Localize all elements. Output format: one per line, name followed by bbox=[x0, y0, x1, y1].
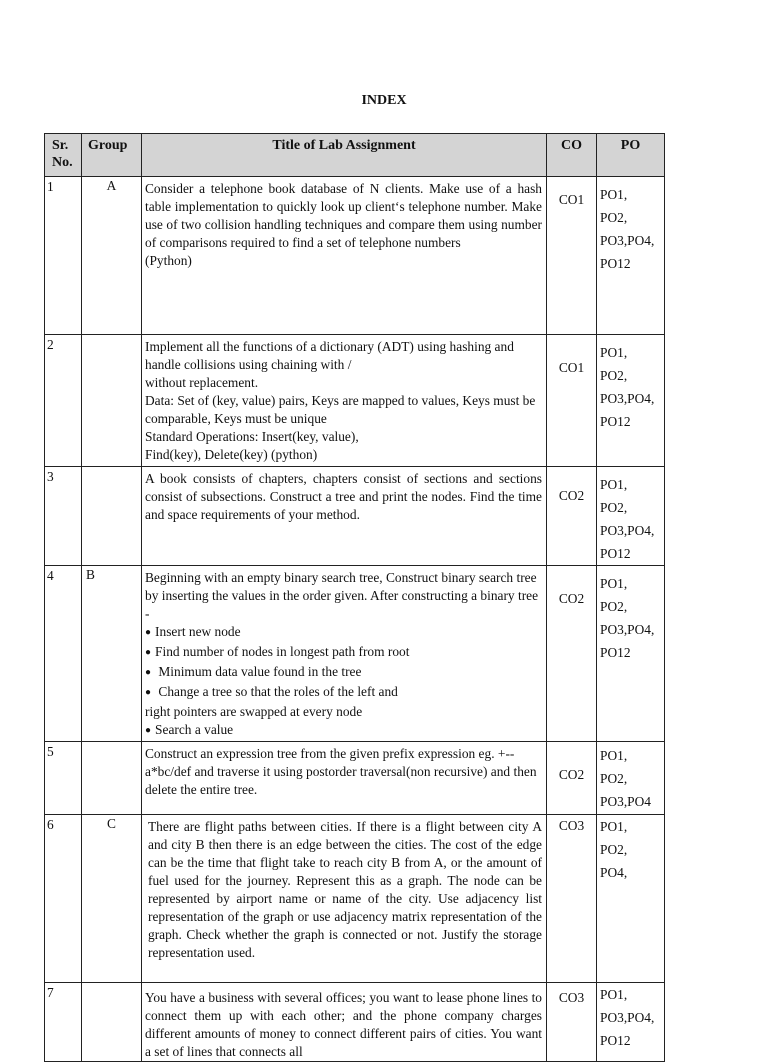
row-group: A bbox=[82, 177, 142, 335]
row-co: CO1 bbox=[547, 177, 597, 335]
table-row bbox=[45, 335, 665, 467]
row-group bbox=[82, 335, 142, 467]
row-sr: 5 bbox=[45, 742, 82, 815]
po-item: PO1, bbox=[600, 987, 628, 1002]
po-item: PO1, bbox=[600, 576, 628, 591]
list-item-continuation: right pointers are swapped at every node bbox=[145, 704, 363, 719]
po-item: PO2, bbox=[600, 368, 628, 383]
header-title: Title of Lab Assignment bbox=[142, 134, 547, 177]
row-co: CO2 bbox=[547, 467, 597, 566]
row-co: CO2 bbox=[547, 742, 597, 815]
header-co: CO bbox=[547, 134, 597, 177]
row-group bbox=[82, 467, 142, 566]
row-sr: 4 bbox=[45, 566, 82, 742]
title-line: Implement all the functions of a dictionary (ADT) using hashing and handle collisions using chaining with / bbox=[145, 339, 514, 372]
row-title bbox=[142, 335, 547, 467]
title-line: Standard Operations: Insert(key, value), bbox=[145, 429, 359, 444]
po-item: PO1, bbox=[600, 477, 628, 492]
po-item: PO3,PO4, bbox=[600, 233, 655, 248]
row-title bbox=[142, 566, 547, 742]
page-title: INDEX bbox=[361, 93, 407, 108]
list-item: ● Change a tree so that the roles of the left and bbox=[145, 683, 542, 703]
title-line: Consider a telephone book database of N clients. Make use of a hash table implementation to quickly look up client‘s telephone number. Make use of two collision handling techniques and compare them using number of comparisons required to find a set of telephone numbers bbox=[145, 181, 542, 250]
row-po bbox=[597, 335, 665, 467]
po-item: PO3,PO4, bbox=[600, 523, 655, 538]
row-po bbox=[597, 815, 665, 983]
title-line: Construct an expression tree from the given prefix expression eg. +-- a*bc/def and traverse it using postorder traversal(non recursive) and then delete the entire tree. bbox=[145, 746, 537, 797]
list-item: ● Minimum data value found in the tree bbox=[145, 663, 542, 683]
row-group: B bbox=[82, 566, 142, 742]
po-item: PO12 bbox=[600, 256, 631, 271]
table-row bbox=[45, 177, 665, 335]
title-line: A book consists of chapters, chapters consist of sections and sections consist of subsections. Construct a tree and print the nodes. Find the time and space requirements of your method. bbox=[145, 471, 542, 522]
po-item: PO2, bbox=[600, 500, 628, 515]
row-co: CO3 bbox=[547, 983, 597, 1062]
title-line: Beginning with an empty binary search tree, Construct binary search tree by inserting the values in the order given. After constructing a binary tree - bbox=[145, 570, 539, 621]
po-item: PO3,PO4 bbox=[600, 794, 651, 809]
bullet-list bbox=[145, 623, 542, 741]
table-row bbox=[45, 742, 665, 815]
row-title bbox=[142, 467, 547, 566]
header-po: PO bbox=[597, 134, 665, 177]
table-header-row bbox=[45, 134, 665, 177]
table-row bbox=[45, 815, 665, 983]
row-sr: 2 bbox=[45, 335, 82, 467]
po-item: PO12 bbox=[600, 1033, 631, 1048]
po-item: PO3,PO4, bbox=[600, 391, 655, 406]
title-line: Data: Set of (key, value) pairs, Keys are mapped to values, Keys must be comparable, Keys must be unique bbox=[145, 393, 536, 426]
title-line: without replacement. bbox=[145, 375, 259, 390]
po-item: PO2, bbox=[600, 210, 628, 225]
po-item: PO2, bbox=[600, 599, 628, 614]
table-row bbox=[45, 566, 665, 742]
row-group bbox=[82, 983, 142, 1062]
row-sr: 7 bbox=[45, 983, 82, 1062]
table-row bbox=[45, 467, 665, 566]
po-item: PO2, bbox=[600, 771, 628, 786]
po-item: PO1, bbox=[600, 345, 628, 360]
po-item: PO3,PO4, bbox=[600, 622, 655, 637]
row-po bbox=[597, 467, 665, 566]
row-group: C bbox=[82, 815, 142, 983]
po-item: PO1, bbox=[600, 748, 628, 763]
row-co: CO1 bbox=[547, 335, 597, 467]
list-item: ● Search a value bbox=[145, 721, 542, 741]
po-item: PO12 bbox=[600, 546, 631, 561]
row-title bbox=[142, 177, 547, 335]
title-line: You have a business with several offices; you want to lease phone lines to connect them up with each other; and the phone company charges different amounts of money to connect different pairs of cities. You want a set of lines that connects all bbox=[145, 990, 542, 1059]
row-sr: 1 bbox=[45, 177, 82, 335]
header-group: Group bbox=[82, 134, 142, 177]
row-po bbox=[597, 983, 665, 1062]
table-row bbox=[45, 983, 665, 1062]
row-sr: 3 bbox=[45, 467, 82, 566]
row-title bbox=[142, 742, 547, 815]
row-group bbox=[82, 742, 142, 815]
po-item: PO12 bbox=[600, 645, 631, 660]
list-item: ● Insert new node bbox=[145, 623, 542, 643]
header-sr-no: Sr. No. bbox=[45, 134, 82, 177]
title-line: (Python) bbox=[145, 253, 192, 268]
row-title bbox=[142, 983, 547, 1062]
list-item: ● Find number of nodes in longest path from root bbox=[145, 643, 542, 663]
title-line: There are flight paths between cities. If there is a flight between city A and city B then there is an edge between the cities. The cost of the edge can be the time that flight take to reach city B from A, or the amount of fuel used for the journey. Represent this as a graph. The node can be represented by airport name or name of the city. Use adjacency list representation of the graph or use adjacency matrix representation of the graph. Check whether the graph is connected or not. Justify the storage representation used. bbox=[148, 819, 542, 960]
row-po bbox=[597, 177, 665, 335]
po-item: PO12 bbox=[600, 414, 631, 429]
po-item: PO1, bbox=[600, 187, 628, 202]
row-co: CO2 bbox=[547, 566, 597, 742]
po-item: PO2, bbox=[600, 842, 628, 857]
po-item: PO1, bbox=[600, 819, 628, 834]
row-po bbox=[597, 742, 665, 815]
row-sr: 6 bbox=[45, 815, 82, 983]
row-po bbox=[597, 566, 665, 742]
title-line: Find(key), Delete(key) (python) bbox=[145, 447, 318, 462]
row-title bbox=[142, 815, 547, 983]
po-item: PO3,PO4, bbox=[600, 1010, 655, 1025]
po-item: PO4, bbox=[600, 865, 628, 880]
row-co: CO3 bbox=[547, 815, 597, 983]
lab-assignment-table bbox=[44, 133, 665, 1062]
